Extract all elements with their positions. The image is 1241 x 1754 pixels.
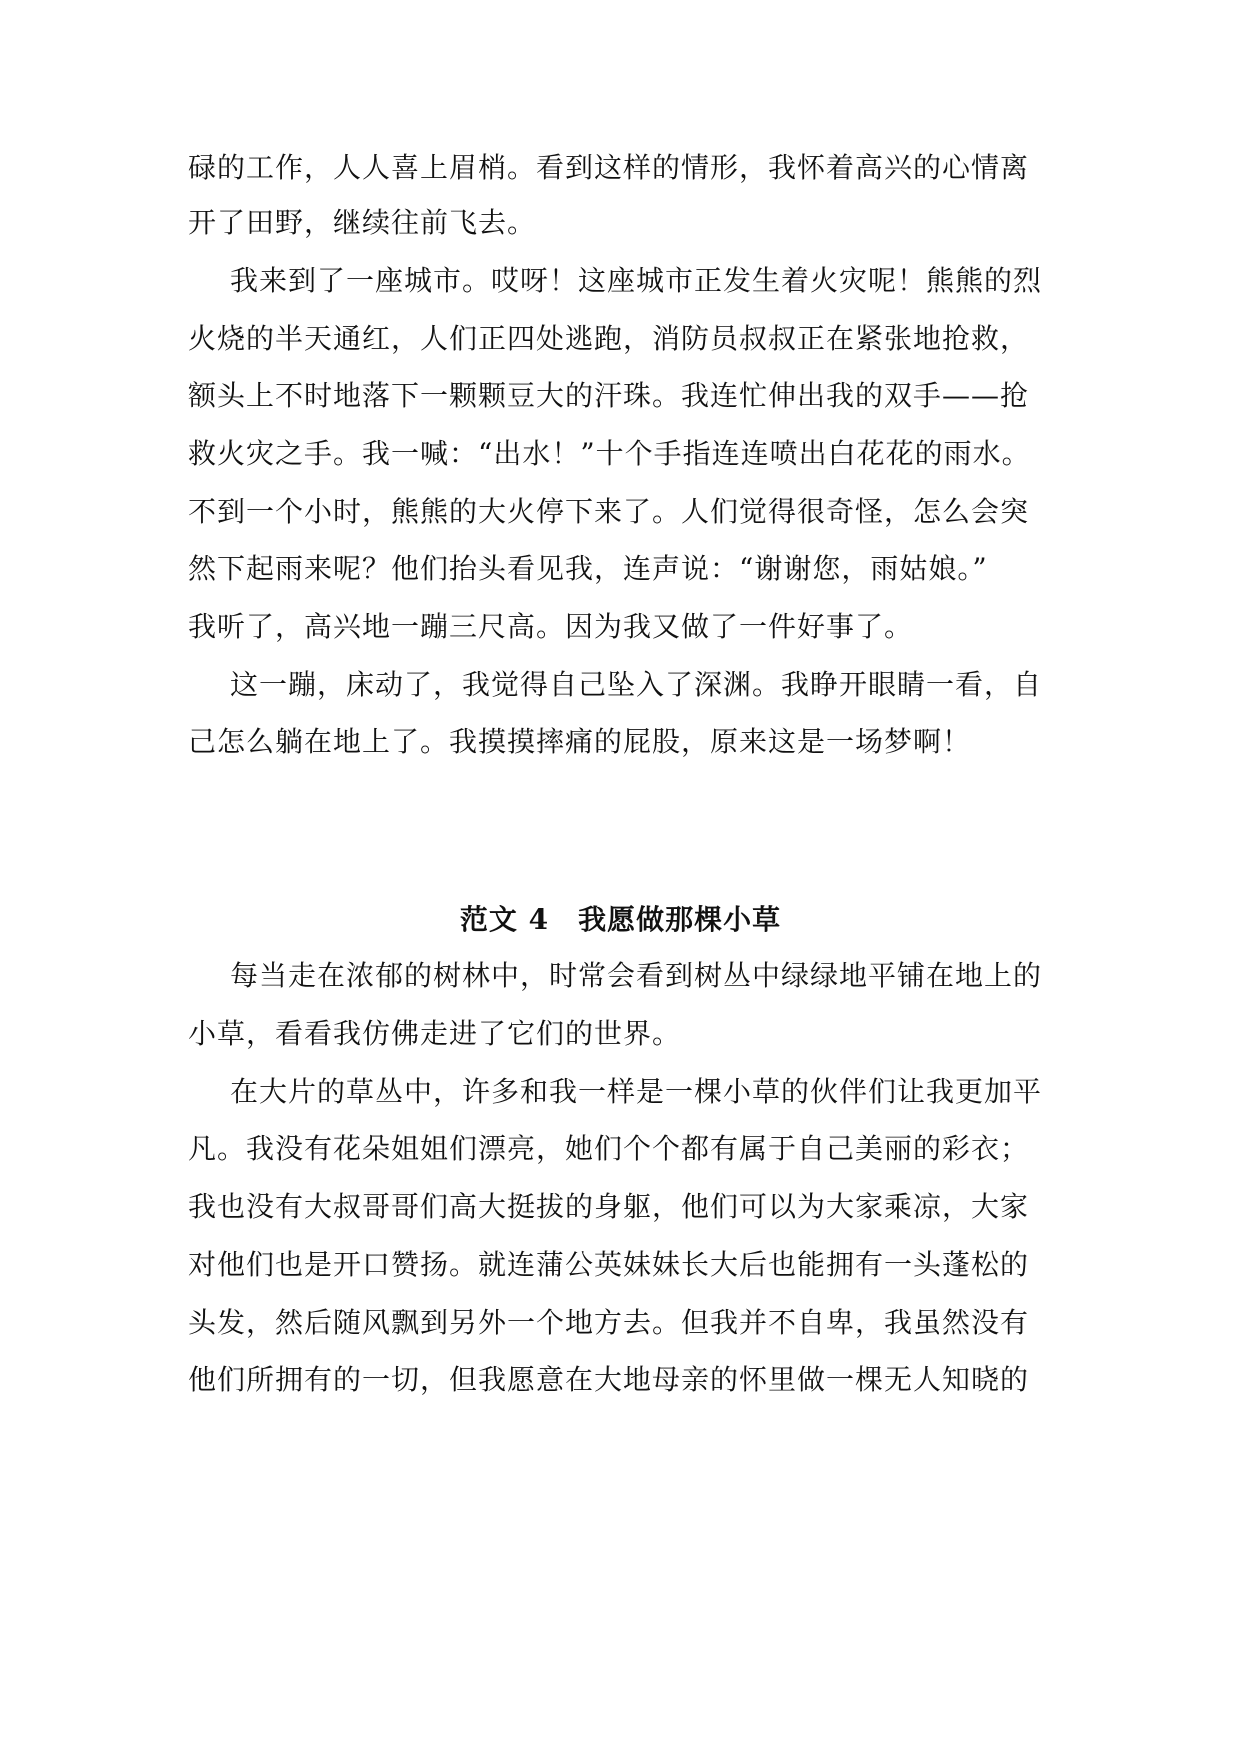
paragraph-line: 我来到了一座城市。哎呀！这座城市正发生着火灾呢！熊熊的烈	[230, 264, 1043, 297]
paragraph-line: 额头上不时地落下一颗颗豆大的汗珠。我连忙伸出我的双手——抢	[188, 379, 1030, 412]
paragraph-line: 这一蹦，床动了，我觉得自己坠入了深渊。我睁开眼睛一看，自	[230, 668, 1043, 701]
paragraph-line: 对他们也是开口赞扬。就连蒲公英妹妹长大后也能拥有一头蓬松的	[188, 1248, 1030, 1281]
paragraph-line: 碌的工作，人人喜上眉梢。看到这样的情形，我怀着高兴的心情离	[188, 151, 1030, 184]
paragraph-line: 在大片的草丛中，许多和我一样是一棵小草的伙伴们让我更加平	[230, 1075, 1043, 1108]
paragraph-line: 小草，看看我仿佛走进了它们的世界。	[188, 1017, 682, 1050]
section-title: 范文 4 我愿做那棵小草	[459, 903, 782, 936]
paragraph-line: 己怎么躺在地上了。我摸摸摔痛的屁股，原来这是一场梦啊！	[188, 725, 972, 758]
paragraph-line: 救火灾之手。我一喊：“出水！”十个手指连连喷出白花花的雨水。	[188, 437, 1031, 470]
paragraph-line: 我也没有大叔哥哥们高大挺拔的身躯，他们可以为大家乘凉，大家	[188, 1190, 1030, 1223]
paragraph-line: 不到一个小时，熊熊的大火停下来了。人们觉得很奇怪，怎么会突	[188, 495, 1030, 528]
paragraph-line: 开了田野，继续往前飞去。	[188, 206, 537, 239]
paragraph-line: 他们所拥有的一切，但我愿意在大地母亲的怀里做一棵无人知晓的	[188, 1363, 1030, 1396]
paragraph-line: 凡。我没有花朵姐姐们漂亮，她们个个都有属于自己美丽的彩衣；	[188, 1132, 1030, 1165]
paragraph-line: 我听了，高兴地一蹦三尺高。因为我又做了一件好事了。	[188, 610, 914, 643]
paragraph-line: 每当走在浓郁的树林中，时常会看到树丛中绿绿地平铺在地上的	[230, 959, 1043, 992]
paragraph-line: 然下起雨来呢？他们抬头看见我，连声说：“谢谢您，雨姑娘。”	[188, 552, 988, 585]
paragraph-line: 火烧的半天通红，人们正四处逃跑，消防员叔叔正在紧张地抢救，	[188, 322, 1030, 355]
paragraph-line: 头发，然后随风飘到另外一个地方去。但我并不自卑，我虽然没有	[188, 1306, 1030, 1339]
